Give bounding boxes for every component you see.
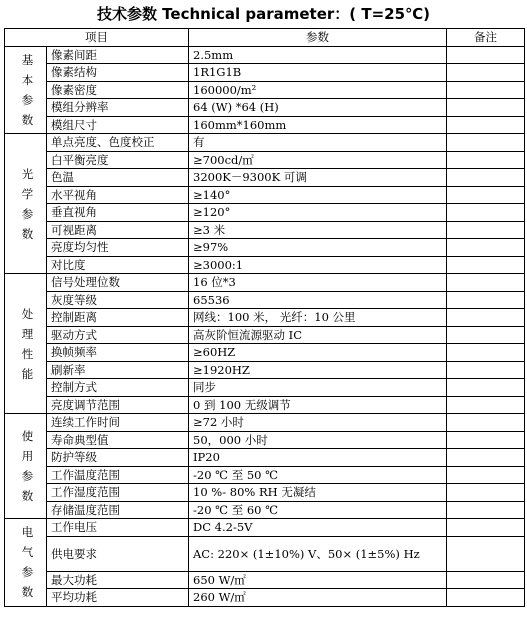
- param-note: [447, 64, 525, 82]
- table-row: [5, 466, 525, 484]
- table-row: [5, 116, 525, 134]
- param-value: ≥72 小时: [189, 414, 447, 432]
- header-param: 参数: [189, 29, 447, 47]
- table-row: [5, 414, 525, 432]
- table-row: [5, 221, 525, 239]
- param-note: [447, 466, 525, 484]
- param-note: [447, 571, 525, 589]
- param-value: ≥120°: [189, 204, 447, 222]
- category-char: 参: [21, 565, 34, 580]
- param-label: 刷新率: [47, 361, 189, 379]
- param-note: [447, 186, 525, 204]
- param-note: [447, 589, 525, 607]
- param-label: 灰度等级: [47, 291, 189, 309]
- table-row: [5, 484, 525, 502]
- param-value: 650 W/㎡: [189, 571, 447, 589]
- param-value: IP20: [189, 449, 447, 467]
- table-row: [5, 64, 525, 82]
- table-row: [5, 396, 525, 414]
- table-row: [5, 309, 525, 327]
- param-label: 防护等级: [47, 449, 189, 467]
- param-label: 控制方式: [47, 379, 189, 397]
- param-label: 工作电压: [47, 519, 189, 537]
- param-note: [447, 99, 525, 117]
- param-note: [447, 221, 525, 239]
- param-note: [447, 81, 525, 99]
- param-label: 色温: [47, 169, 189, 187]
- param-value: 有: [189, 134, 447, 152]
- table-row: [5, 169, 525, 187]
- table-row: [5, 379, 525, 397]
- param-note: [447, 519, 525, 537]
- param-value: ≥60HZ: [189, 344, 447, 362]
- table-row: [5, 519, 525, 537]
- category-char: 基: [21, 52, 34, 67]
- param-label: 白平衡亮度: [47, 151, 189, 169]
- table-body: [5, 46, 525, 606]
- param-value: AC: 220× (1±10%) V、50× (1±5%) Hz: [189, 536, 447, 571]
- param-label: 可视距离: [47, 221, 189, 239]
- table-row: [5, 256, 525, 274]
- category-char: 参: [21, 206, 34, 221]
- param-note: [447, 501, 525, 519]
- param-note: [447, 291, 525, 309]
- category-char: 电: [21, 525, 34, 540]
- param-value: 16 位*3: [189, 274, 447, 292]
- param-value: ≥140°: [189, 186, 447, 204]
- param-note: [447, 204, 525, 222]
- param-label: 单点亮度、色度校正: [47, 134, 189, 152]
- table-row: [5, 536, 525, 571]
- table-row: [5, 571, 525, 589]
- table-row: [5, 589, 525, 607]
- category-char: 性: [21, 346, 34, 361]
- category-char: 参: [21, 469, 34, 483]
- param-label: 垂直视角: [47, 204, 189, 222]
- param-value: -20 ℃ 至 60 ℃: [189, 501, 447, 519]
- category-cell: [5, 134, 47, 274]
- param-label: 亮度均匀性: [47, 239, 189, 257]
- param-value: DC 4.2-5V: [189, 519, 447, 537]
- category-cell: [5, 46, 47, 134]
- param-note: [447, 151, 525, 169]
- param-label: 像素间距: [47, 46, 189, 64]
- category-char: 用: [21, 449, 34, 463]
- param-note: [447, 396, 525, 414]
- table-row: [5, 449, 525, 467]
- param-value: ≥1920HZ: [189, 361, 447, 379]
- param-label: 模组尺寸: [47, 116, 189, 134]
- param-value: 50，000 小时: [189, 431, 447, 449]
- category-cell: [5, 414, 47, 519]
- category-char: 学: [21, 186, 34, 201]
- param-label: 存储温度范围: [47, 501, 189, 519]
- category-char: 光: [21, 166, 34, 181]
- param-value: ≥700cd/㎡: [189, 151, 447, 169]
- param-label: 驱动方式: [47, 326, 189, 344]
- table-row: [5, 99, 525, 117]
- param-note: [447, 449, 525, 467]
- param-note: [447, 484, 525, 502]
- param-label: 亮度调节范围: [47, 396, 189, 414]
- param-label: 供电要求: [47, 536, 189, 571]
- param-value: 160mm*160mm: [189, 116, 447, 134]
- param-note: [447, 431, 525, 449]
- param-label: 最大功耗: [47, 571, 189, 589]
- param-note: [447, 134, 525, 152]
- header-item: 项目: [5, 29, 189, 47]
- param-value: 10 %- 80% RH 无凝结: [189, 484, 447, 502]
- category-char: 气: [21, 545, 34, 560]
- param-label: 连续工作时间: [47, 414, 189, 432]
- param-value: -20 ℃ 至 50 ℃: [189, 466, 447, 484]
- param-value: 1R1G1B: [189, 64, 447, 82]
- category-cell: [5, 274, 47, 414]
- table-row: [5, 501, 525, 519]
- param-value: 网线：100 米， 光纤：10 公里: [189, 309, 447, 327]
- param-label: 信号处理位数: [47, 274, 189, 292]
- table-row: [5, 274, 525, 292]
- category-char: 理: [21, 326, 34, 341]
- param-value: 65536: [189, 291, 447, 309]
- param-value: 0 到 100 无级调节: [189, 396, 447, 414]
- param-value: 160000/m²: [189, 81, 447, 99]
- param-label: 对比度: [47, 256, 189, 274]
- param-note: [447, 326, 525, 344]
- param-value: ≥97%: [189, 239, 447, 257]
- category-char: 能: [21, 366, 34, 381]
- param-value: 64 (W) *64 (H): [189, 99, 447, 117]
- param-note: [447, 309, 525, 327]
- param-label: 像素密度: [47, 81, 189, 99]
- category-char: 数: [21, 585, 34, 600]
- table-row: [5, 239, 525, 257]
- param-label: 像素结构: [47, 64, 189, 82]
- param-label: 模组分辨率: [47, 99, 189, 117]
- table-row: [5, 291, 525, 309]
- category-char: 参: [21, 92, 34, 107]
- category-cell: [5, 519, 47, 607]
- table-row: [5, 186, 525, 204]
- param-label: 工作湿度范围: [47, 484, 189, 502]
- param-value: 同步: [189, 379, 447, 397]
- header-note: 备注: [447, 29, 525, 47]
- param-value: 2.5mm: [189, 46, 447, 64]
- param-label: 寿命典型值: [47, 431, 189, 449]
- spec-table: [4, 28, 525, 607]
- category-char: 使: [21, 429, 34, 443]
- category-char: 数: [21, 112, 34, 127]
- table-row: [5, 431, 525, 449]
- table-row: [5, 204, 525, 222]
- param-note: [447, 116, 525, 134]
- param-note: [447, 414, 525, 432]
- param-note: [447, 256, 525, 274]
- table-row: [5, 344, 525, 362]
- table-row: [5, 81, 525, 99]
- table-row: [5, 326, 525, 344]
- param-label: 换帧频率: [47, 344, 189, 362]
- table-row: [5, 46, 525, 64]
- param-label: 水平视角: [47, 186, 189, 204]
- param-label: 控制距离: [47, 309, 189, 327]
- param-note: [447, 361, 525, 379]
- param-note: [447, 46, 525, 64]
- param-label: 平均功耗: [47, 589, 189, 607]
- param-note: [447, 344, 525, 362]
- category-char: 本: [21, 72, 34, 87]
- param-label: 工作温度范围: [47, 466, 189, 484]
- category-char: 数: [21, 226, 34, 241]
- param-note: [447, 239, 525, 257]
- category-char: 数: [21, 489, 34, 503]
- param-note: [447, 379, 525, 397]
- param-value: ≥3 米: [189, 221, 447, 239]
- param-value: 260 W/㎡: [189, 589, 447, 607]
- table-header-row: [5, 29, 525, 47]
- table-row: [5, 134, 525, 152]
- param-value: ≥3000:1: [189, 256, 447, 274]
- param-value: 3200K－9300K 可调: [189, 169, 447, 187]
- category-char: 处: [21, 306, 34, 321]
- param-note: [447, 536, 525, 571]
- page-title: 技术参数 Technical parameter：( T=25℃): [96, 5, 431, 23]
- param-note: [447, 274, 525, 292]
- table-row: [5, 361, 525, 379]
- param-value: 高灰阶恒流源驱动 IC: [189, 326, 447, 344]
- table-row: [5, 151, 525, 169]
- param-note: [447, 169, 525, 187]
